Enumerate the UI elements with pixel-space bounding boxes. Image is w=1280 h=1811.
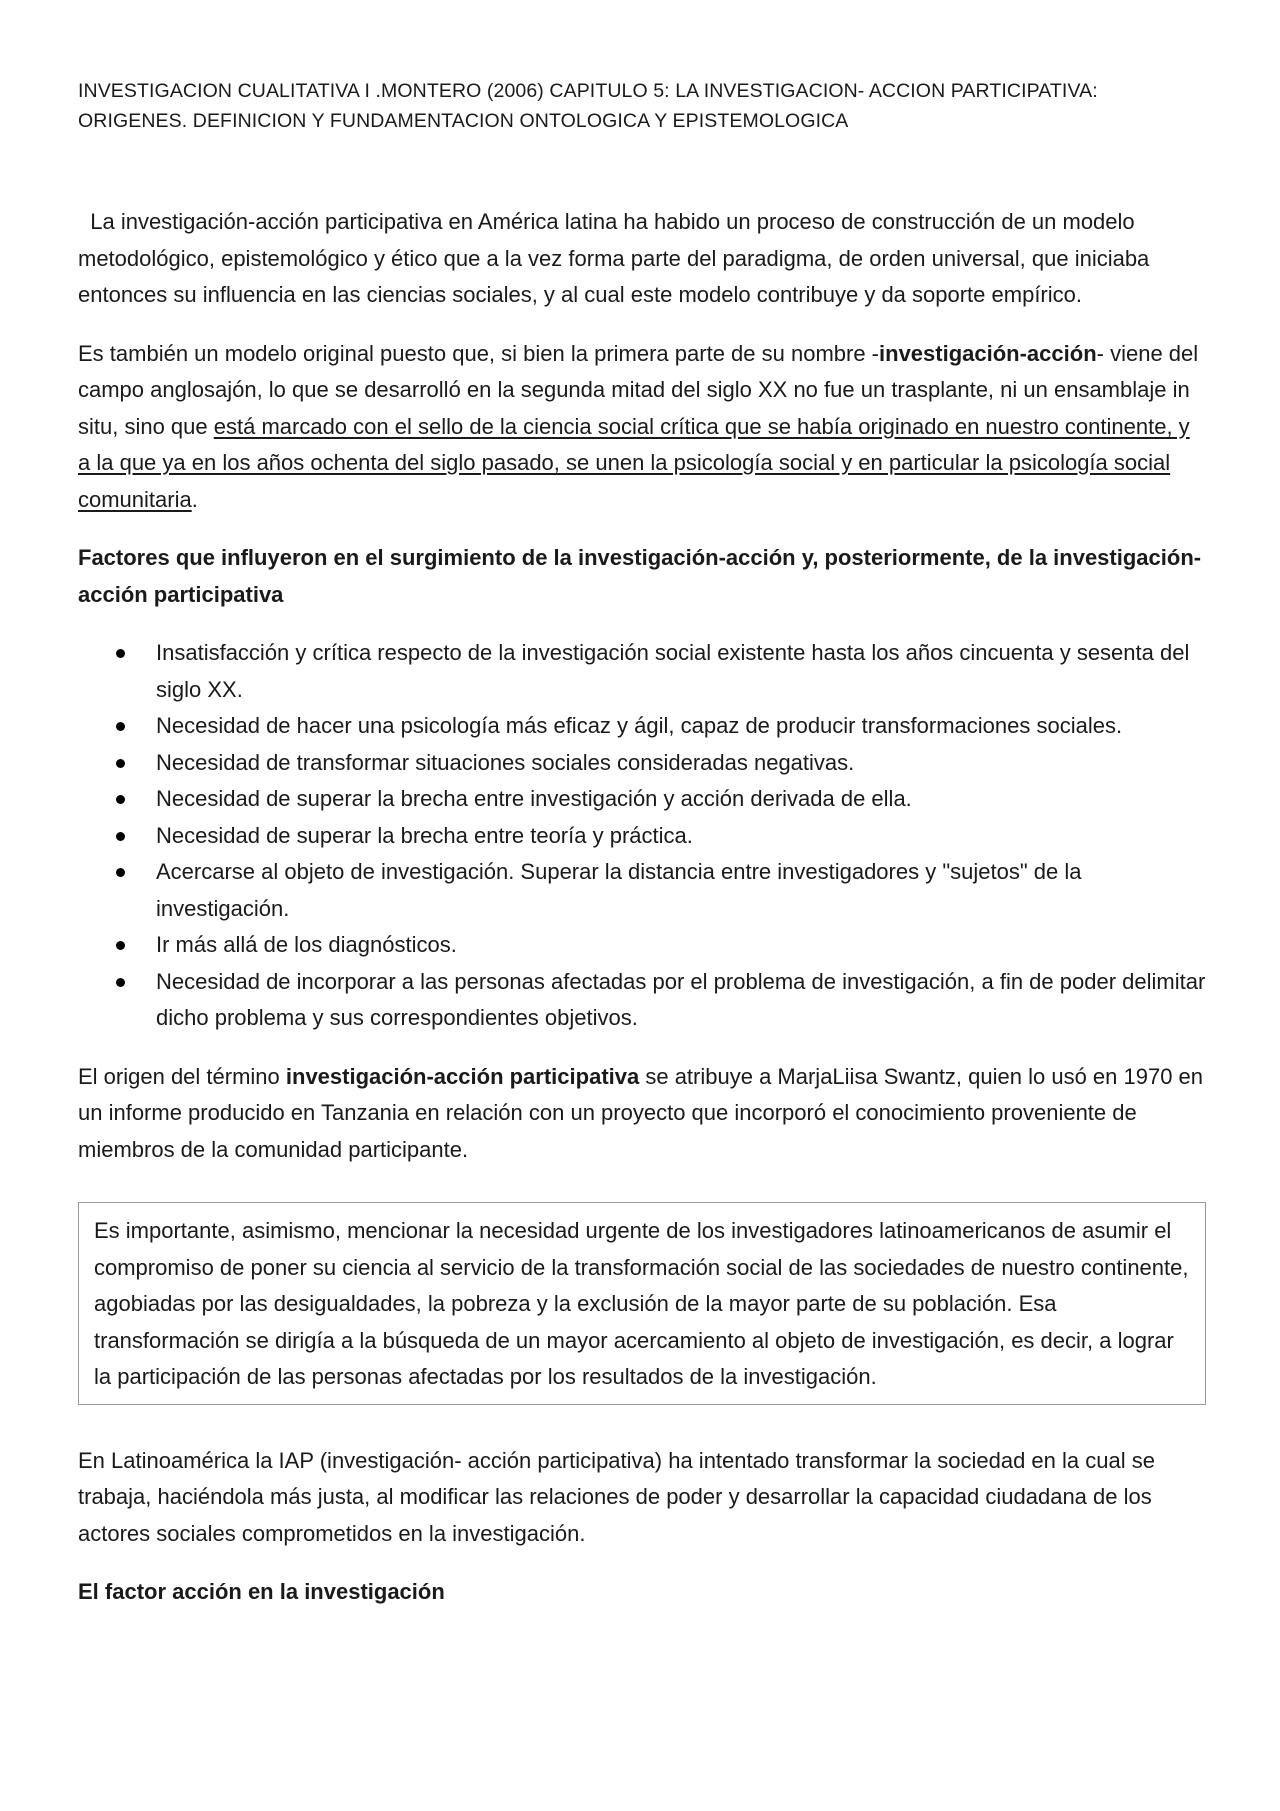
original-text-pre: Es también un modelo original puesto que, si bien la primera parte de su nombre - — [78, 340, 880, 366]
origin-text-post: se atribuye a MarjaLiisa Swantz, quien lo usó en 1970 en un informe producido en Tanzania en relación con un proyecto que incorporó el conocimiento proveniente de miembros de la comunidad participante. — [78, 1063, 1204, 1162]
list-item: Necesidad de transformar situaciones sociales consideradas negativas. — [78, 745, 1206, 782]
origin-paragraph — [78, 1059, 1206, 1169]
header-line-2: ORIGENES. DEFINICION Y FUNDAMENTACION ONTOLOGICA Y EPISTEMOLOGICA — [78, 110, 849, 132]
boxed-note: Es importante, asimismo, mencionar la necesidad urgente de los investigadores latinoamericanos de asumir el compromiso de poner su ciencia al servicio de la transformación social de las sociedades de nuestro continente, agobiadas por las desigualdades, la pobreza y la exclusión de la mayor parte de su población. Esa transformación se dirigía a la búsqueda de un mayor acercamiento al objeto de investigación, es decir, a lograr la participación de las personas afectadas por los resultados de la investigación. — [78, 1202, 1206, 1405]
original-text-mid: - viene del campo anglosajón, lo que se desarrolló en la segunda mitad del siglo XX no fue un trasplante, ni un ensamblaje in situ, sino que — [78, 340, 1199, 439]
origin-text-pre: El origen del término — [78, 1063, 286, 1089]
factors-heading — [78, 540, 1206, 613]
list-item: Acercarse al objeto de investigación. Superar la distancia entre investigadores y "sujetos" de la investigación. — [78, 854, 1206, 927]
origin-text-bold: investigación-acción participativa — [285, 1063, 640, 1089]
original-text-underlined: está marcado con el sello de la ciencia social crítica que se había originado en nuestro continente, y a la que ya en los años ochenta del siglo pasado, se unen la psicología social y en particular la psicología social comunitaria — [78, 413, 1190, 512]
factors-list — [78, 635, 1206, 1037]
list-item: Necesidad de incorporar a las personas afectadas por el problema de investigación, a fin de poder delimitar dicho problema y sus correspondientes objetivos. — [78, 964, 1206, 1037]
intro-paragraph: La investigación-acción participativa en América latina ha habido un proceso de construcción de un modelo metodológico, epistemológico y ético que a la vez forma parte del paradigma, de orden universal, que iniciaba entonces su influencia en las ciencias sociales, y al cual este modelo contribuye y da soporte empírico. — [78, 209, 1156, 307]
list-item: Insatisfacción y crítica respecto de la investigación social existente hasta los años cincuenta y sesenta del siglo XX. — [78, 635, 1206, 708]
action-heading-text: El factor acción en la investigación — [78, 1579, 445, 1604]
document-header — [78, 76, 1206, 136]
latam-paragraph: En Latinoamérica la IAP (investigación- acción participativa) ha intentado transformar la sociedad en la cual se trabaja, haciéndola más justa, al modificar las relaciones de poder y desarrollar la capacidad ciudadana de los actores sociales comprometidos en la investigación. — [78, 1447, 1155, 1546]
action-heading — [78, 1574, 1206, 1611]
list-item: Necesidad de superar la brecha entre investigación y acción derivada de ella. — [78, 781, 1206, 818]
original-text-end: . — [191, 486, 198, 512]
list-item: Necesidad de superar la brecha entre teoría y práctica. — [78, 818, 1206, 855]
list-item: Ir más allá de los diagnósticos. — [78, 927, 1206, 964]
factors-heading-text: Factores que influyeron en el surgimiento de la investigación-acción y, posteriormente, de la investigación-acción participativa — [78, 545, 1202, 607]
original-text-bold: investigación-acción — [879, 340, 1097, 366]
list-item: Necesidad de hacer una psicología más eficaz y ágil, capaz de producir transformaciones sociales. — [78, 708, 1206, 745]
original-model-paragraph — [78, 336, 1206, 519]
header-line-1: INVESTIGACION CUALITATIVA I .MONTERO (2006) CAPITULO 5: LA INVESTIGACION- ACCION PARTICIPATIVA: — [78, 80, 1098, 102]
